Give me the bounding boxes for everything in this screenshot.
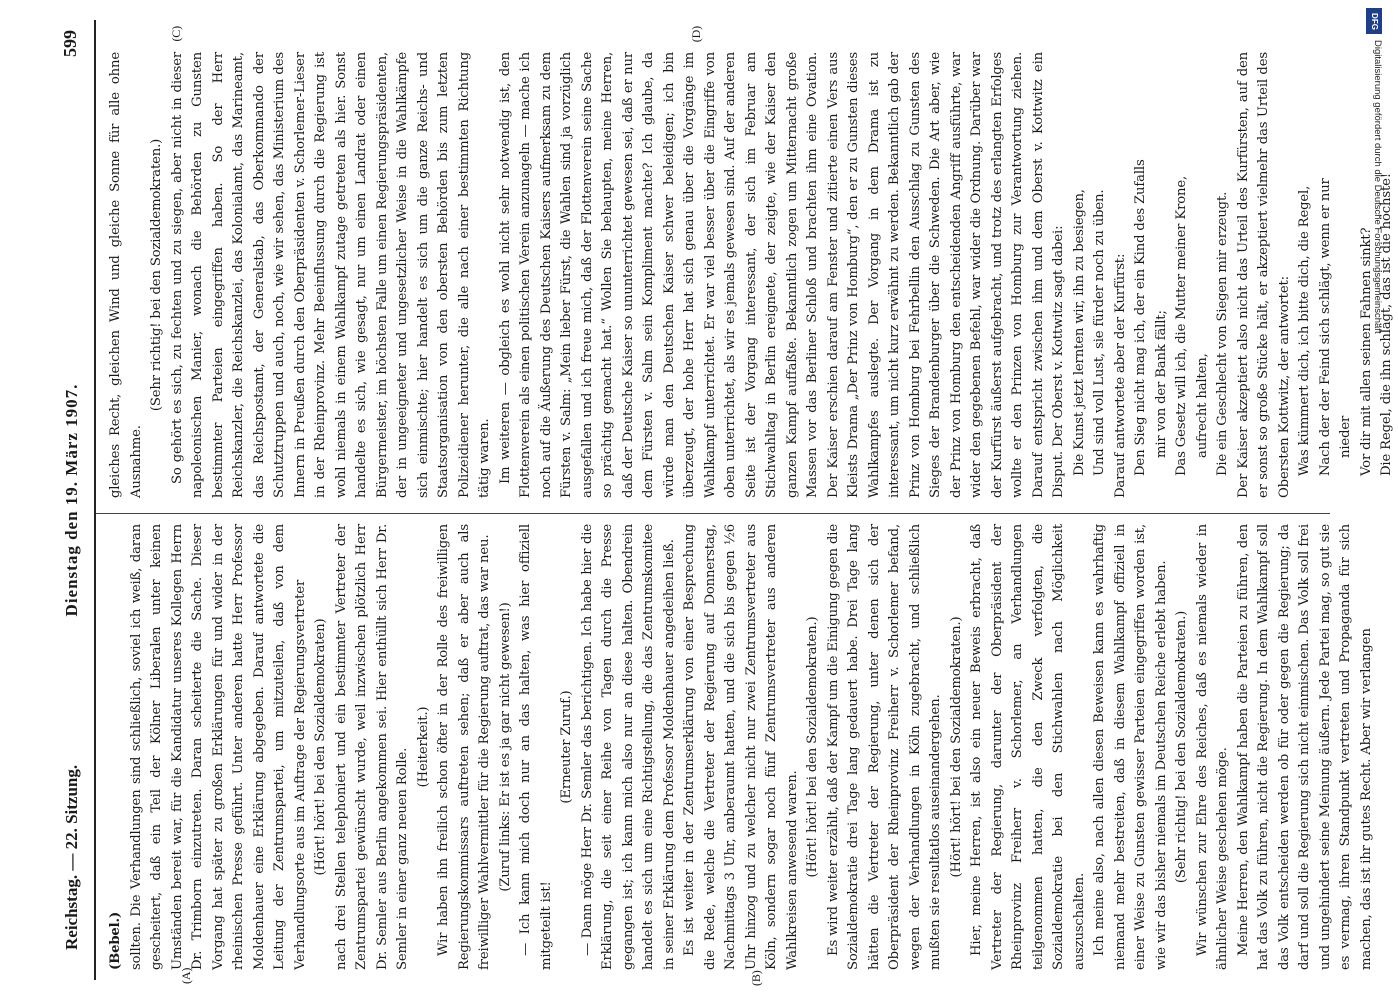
interjection: (Zuruf links: Er ist es ja gar nicht gewesen!): [497, 602, 513, 892]
paragraph: Es ist weiter in der Zentrumserklärung von einer Besprechung die Rede, welche die Vertreter der Regierung auf Donnerstag, Nachmittags 3 Uhr, anberaumt hatten, und die sich bis gegen ½6 Uhr hinzog und zu welcher nicht nur zwei Zentrumsvertreter aus Köln, sondern sogar noch fünf Zentrumsvertreter aus anderen Wahlkreisen anwesend waren.: [682, 524, 800, 970]
margin-mark-a: (A): [179, 967, 193, 984]
text-column-left: [106, 524, 1377, 986]
verse-line: Vor dir mit allen seinen Fahnen sinkt?: [1358, 227, 1374, 476]
interjection: (Sehr richtig! bei den Sozialdemokraten.): [1174, 610, 1189, 884]
verse-line: mir von der Bank fällt;: [1153, 310, 1169, 458]
verse-line: Den Sieg nicht mag ich, der ein Kind des Zufalls: [1133, 159, 1148, 476]
paragraph: gleiches Recht, gleichen Wind und gleiche Sonne für alle ohne Ausnahme.: [108, 52, 144, 498]
header-date: Dienstag den 19. März 1907.: [62, 383, 81, 617]
margin-mark-b: (B): [749, 970, 763, 986]
verse-line: Die ein Geschlecht von Siegen mir erzeugt.: [1215, 191, 1230, 476]
paragraph: Wir haben ihn freilich schon öfter in der Rolle des freiwilligen Regierungskommissars auftreten sehen; daß er aber auch als freiwilliger Wahlvermittler für die Regierung auftrat, das war neu.: [436, 524, 492, 970]
paragraph: nach drei Stellen telephoniert und ein bestimmter Vertreter der Zentrumspartei gewünscht wurde, weil inzwischen plötzlich Herr Dr. Semler aus Berlin angekommen sei. Hier enthüllt sich Herr Dr. Semler in einer ganz neuen Rolle.: [333, 524, 410, 970]
speaker-name: (Bebel.): [108, 911, 123, 970]
interjection: (Sehr richtig! bei den Sozialdemokraten.): [149, 138, 164, 412]
paragraph: — Dann möge Herr Dr. Semler das berichtigen. Ich habe hier die Erklärung, die seit einer Reihe von Tagen durch die Presse gegangen ist; ich kann mich also nur an diese halten. Obendrein handelt es sich um eine Richtigstellung, die das Zentrumskomitee in seiner Erklärung dem Professor Moldenhauer angedeihen ließ.: [579, 524, 677, 970]
paragraph: Der Kaiser akzeptiert also nicht das Urteil des Kurfürsten, auf den er sonst so große Stücke hält, er akzeptiert vielmehr das Urteil des Obersten Kottwitz, der antwortet:: [1235, 52, 1292, 498]
page-header: [50, 20, 90, 980]
paragraph: Es wird weiter erzählt, daß der Kampf um die Einigung gegen die Sozialdemokratie drei Tage lang gedauert habe. Drei Tage lang hätten die Vertreter der Regierung, unter denen sich der Oberpräsident der Rheinprovinz Freiherr v. Schorlemer befand, wegen der Verhandlungen in Köln zugebracht, und schließlich mußten sie resultatlos auseinandergehen.: [825, 524, 943, 970]
interjection: (Heiterkeit.): [415, 706, 431, 788]
interjection: (Erneuter Zuruf.): [559, 690, 574, 804]
digitization-credit: Digitalisierung gefördert durch die Deutsche Forschungsgemeinschaft: [1372, 40, 1383, 334]
paragraph: Im weiteren — obgleich es wohl nicht sehr notwendig ist, den Flottenverein als einen politischen Verein anzunageln — mache ich noch auf die Äußerung des Deutschen Kaisers aufmerksam zu dem Fürsten v. Salm: „Mein lieber Fürst, die Wahlen sind ja vorzüglich ausgefallen und ich freue mich, daß der Flottenverein seine Sache so prächtig gemacht hat.“ Wollen Sie behaupten, meine Herren, daß der Deutsche Kaiser so ununterrichtet gewesen sei, daß er nur dem Fürsten v. Salm sein Kompliment machte? Ich glaube, da würde man den Deutschen Kaiser schwer beleidigen; ich bin überzeugt, der hohe Herr hat sich genau über die Vorgänge im Wahlkampf unterrichtet. Er war viel besser über die Eingriffe von oben unterrichtet, als wir es jemals gewesen sind. Auf der anderen Seite ist der Vorgang interessant, der sich im Februar am Stichwahltag in Berlin ereignete, der zeigte, wie der Kaiser den ganzen Kampf auffaßte. Bekanntlich zogen um Mitternacht große Massen vor das Berliner Schloß und brachten ihm eine Ovation. Der Kaiser erschien darauf am Fenster und zitierte einen Vers aus Kleists Drama „Der Prinz von Homburg“, den er zu Gunsten dieses Wahlkampfes auslegte. Der Vorgang in dem Drama ist zu interessant, um nicht kurz erwähnt zu werden. Bekanntlich gab der Prinz von Homburg bei Fehrbellin den Ausschlag zu Gunsten des Sieges der Brandenburger über die Schweden. Die Art aber, wie der Prinz von Homburg den entscheidenden Angriff ausführte, war wider den gegebenen Befehl, war wider die Ordnung. Darüber war der Kurfürst äußerst aufgebracht, und trotz des erlangten Erfolges wollte er den Prinzen von Homburg zur Verantwortung ziehen. Darauf entspricht zwischen ihm und dem Oberst v. Kottwitz ein Disput. Der Oberst v. Kottwitz sagt dabei:: [497, 52, 1066, 498]
verse-line: Was kümmert dich, ich bitte dich, die Regel,: [1297, 185, 1312, 476]
verse-line: Das Gesetz will ich, die Mutter meiner Krone,: [1174, 175, 1189, 476]
paragraph: Hier, meine Herren, ist also ein neuer Beweis erbracht, daß Vertreter der Regierung, darunter der Oberpräsident der Rheinprovinz Freiherr v. Schorlemer, an Verhandlungen teilgenommen hatten, die den Zweck verfolgten, die Sozialdemokratie bei den Stichwahlen nach Möglichkeit auszuschalten.: [969, 524, 1087, 970]
verse-line: Und sind voll Lust, sie fürder noch zu üben.: [1092, 189, 1107, 476]
verse-line: Nach der der Feind sich schlägt, wenn er nur: [1317, 178, 1333, 476]
paragraph: Wir wünschen zur Ehre des Reiches, daß es niemals wieder in ähnlicher Weise geschehen möge.: [1194, 524, 1230, 970]
margin-mark-c: (C): [169, 26, 183, 42]
verse-line: aufrecht halten,: [1194, 353, 1210, 458]
margin-mark-d: (D): [689, 26, 703, 43]
verse-line: Die Regel, die ihn schlägt, das ist die höchste!: [1379, 173, 1394, 476]
paragraph: sollten. Die Verhandlungen sind schließlich, soviel ich weiß, daran gescheitert, daß ein Teil der Kölner Liberalen unter keinen Umständen bereit war, für die Kandidatur unseres Kollegen Herrn Dr. Trimborn einzutreten. Daran scheiterte die Sache. Dieser Vorgang hat später zu großen Erklärungen für und wider in der rheinischen Presse geführt. Unter anderen hatte Herr Professor Moldenhauer eine Erklärung abgegeben. Darauf antwortete die Leitung der Zentrumspartei, um mitzuteilen, daß von dem Verhandlungsorte aus im Auftrage der Regierungsvertreter: [128, 524, 308, 970]
paragraph: — Ich kann mich doch nur an das halten, was hier offiziell mitgeteilt ist!: [518, 524, 554, 970]
page-number: 599: [60, 30, 80, 57]
text-column-right: [106, 26, 1398, 498]
interjection: (Hört! hört! bei den Sozialdemokraten.): [805, 616, 820, 878]
paragraph: Ich meine also, nach allen diesen Beweisen kann es wahrhaftig niemand mehr bestreiten, daß in diesem Wahlkampf offiziell in einer Weise zu Gunsten gewisser Parteien eingegriffen worden ist, wie wir das bisher niemals im Deutschen Reiche erlebt haben.: [1092, 524, 1169, 970]
interjection: (Hört! hört! bei den Sozialdemokraten.): [948, 616, 964, 878]
dfg-logo: DFG: [1366, 8, 1382, 34]
paragraph: Meine Herren, den Wahlkampf haben die Parteien zu führen, den hat das Volk zu führen, nicht die Regierung. In dem Wahlkampf soll das Volk entscheiden werden ob für oder gegen die Regierung; da darf und soll die Regierung sich nicht einmischen. Das Volk soll frei und ungehindert seine Meinung äußern. Jede Partei mag, so gut sie es vermag, ihren Standpunkt vertreten und Propaganda für sich machen, das ist ihr gutes Recht. Aber wir verlangen: [1235, 524, 1374, 970]
interjection: (Hört! hört! bei den Sozialdemokraten): [313, 618, 328, 876]
paragraph: So gehört es sich, zu fechten und zu siegen, aber nicht in dieser napoleonischen Manier, wonach die Behörden zu Gunsten bestimmter Parteien eingegriffen haben. So der Herr Reichskanzler, die Reichskanzlei, das Kolonialamt, das Marineamt, das Reichspostamt, der Generalstab, das Oberkommando der Schutztruppen und auch, noch, wie wir sehen, das Ministerium des Innern in Preußen durch den Oberpräsidenten v. Schorlemer-Lieser in der Rheinprovinz. Mehr Beeinflussung durch die Regierung ist wohl niemals in einem Wahlkampf zutage getreten als hier. Sonst handelte es sich, wie gesagt, nur um einen Landrat oder einen Bürgermeister, im höchsten Falle um einen Regierungspräsidenten, der in ungeeigneter und ungesetzlicher Weise in die Wahlkämpfe sich einmischte; hier handelt es sich um die ganze Reichs- und Staatsorganisation von den obersten Behörden bis zum letzten Polizeidiener herunter, die alle nach einer bestimmten Richtung tätig waren.: [169, 52, 492, 498]
header-session: Reichstag. — 22. Sitzung.: [62, 764, 81, 950]
header-rule: [94, 20, 96, 980]
verse-line: nieder: [1338, 415, 1353, 458]
verse-line: Die Kunst jetzt lernten wir, ihn zu besiegen,: [1071, 189, 1087, 476]
paragraph: Darauf antwortete aber der Kurfürst:: [1112, 253, 1128, 498]
column-separator: [96, 513, 1330, 514]
